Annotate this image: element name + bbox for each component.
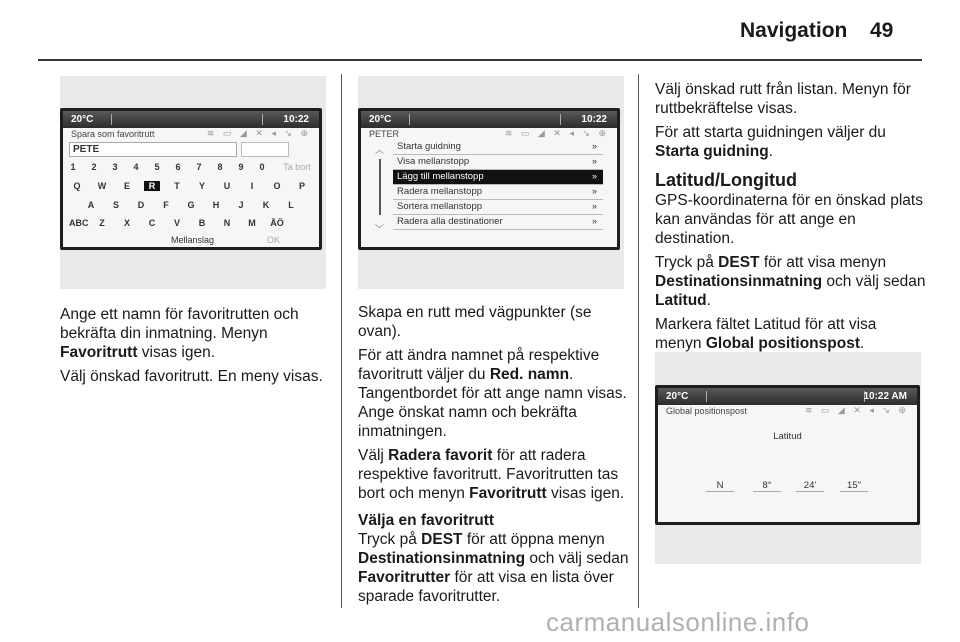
keyboard-row-z xyxy=(63,217,319,231)
screenshot-keyboard xyxy=(60,108,322,250)
status-icons: ≋ ▭ ◢ ✕ ◂ ↘ ⊕ xyxy=(206,128,311,138)
paragraph: För att starta guidningen väljer du Starta guidning. xyxy=(655,124,886,160)
paragraph: För att ändra namnet på respektive favoritrutt väljer du Red. namn. Tangentbordet för att ange namn visas. Ange önskat namn och bekräfta inmatningen. xyxy=(358,347,627,440)
keyboard-row-numbers xyxy=(63,161,319,175)
status-bar xyxy=(361,111,617,128)
paragraph: Välj önskad favoritrutt. En meny visas. xyxy=(60,368,323,385)
keyboard-key[interactable]: 8 xyxy=(217,162,223,172)
keyboard-key[interactable]: N xyxy=(223,218,231,228)
keyboard-key[interactable]: E xyxy=(123,181,130,191)
paragraph: Markera fältet Latitud för att visa menyn Global positionspost. xyxy=(655,316,877,352)
keyboard-key[interactable]: Y xyxy=(198,181,205,191)
bar-separator xyxy=(560,114,561,125)
screen-subtitle: Spara som favoritrutt xyxy=(71,129,155,139)
keyboard-key[interactable]: R xyxy=(144,181,160,191)
list-item-selected[interactable]: Lägg till mellanstopp » xyxy=(393,170,603,185)
keyboard-key[interactable]: A xyxy=(87,200,95,210)
keyboard-key[interactable]: 4 xyxy=(133,162,139,172)
temperature: 20°C xyxy=(71,114,94,125)
temperature: 20°C xyxy=(369,114,392,125)
list-item[interactable]: Sortera mellanstopp » xyxy=(393,200,603,215)
keyboard-key[interactable]: L xyxy=(288,200,294,210)
paragraph: Ange ett namn för favoritrutten och bekräfta din inmatning. Menyn Favoritrutt visas igen. xyxy=(60,306,299,361)
screen-subtitle: PETER xyxy=(369,129,400,139)
paragraph: Välj önskad rutt från listan. Menyn för ruttbekräftelse visas. xyxy=(655,81,911,117)
chevron-right-icon: » xyxy=(591,171,597,181)
latitude-label: Latitud xyxy=(773,431,802,442)
keyboard-key[interactable]: O xyxy=(273,181,281,191)
keyboard-key[interactable]: T xyxy=(174,181,180,191)
status-icons: ≋ ▭ ◢ ✕ ◂ ↘ ⊕ xyxy=(804,405,909,415)
keyboard-key[interactable]: ÅÖ xyxy=(270,218,284,228)
paragraph: Skapa en rutt med vägpunkter (se ovan). xyxy=(358,304,592,340)
page-number: 49 xyxy=(870,19,894,42)
keyboard-key[interactable]: K xyxy=(262,200,270,210)
status-bar xyxy=(63,111,319,128)
clock: 10:22 xyxy=(283,114,309,125)
keyboard-key[interactable]: P xyxy=(298,181,305,191)
latitude-hemisphere[interactable]: N xyxy=(706,480,734,492)
section-heading: Latitud/Longitud xyxy=(655,170,797,190)
latitude-minutes[interactable]: 24' xyxy=(796,480,824,492)
screenshot-route-menu xyxy=(358,108,620,250)
keyboard-key[interactable]: J xyxy=(238,200,244,210)
keyboard-key[interactable]: H xyxy=(212,200,220,210)
list-item[interactable]: Radera mellanstopp » xyxy=(393,185,603,200)
bar-separator xyxy=(409,114,410,125)
ok-key[interactable]: OK xyxy=(267,235,281,245)
keyboard-key[interactable]: M xyxy=(248,218,256,228)
column-1-text xyxy=(60,305,330,391)
keyboard-key[interactable]: Q xyxy=(73,181,81,191)
status-icons: ≋ ▭ ◢ ✕ ◂ ↘ ⊕ xyxy=(504,128,609,138)
keyboard-key[interactable]: V xyxy=(173,218,180,228)
clock: 10:22 xyxy=(581,114,607,125)
paragraph: Tryck på DEST för att öppna menyn Destinationsinmatning och välj sedan Favoritrutter för att visa en lista över sparade favoritrutter. xyxy=(358,531,629,605)
screen-subtitle-bar xyxy=(658,405,917,418)
paragraph: Tryck på DEST för att visa menyn Destinationsinmatning och välj sedan Latitud. xyxy=(655,254,926,309)
paragraph: Välj Radera favorit för att radera respektive favoritrutt. Favoritrutten tas bort och menyn Favoritrutt visas igen. xyxy=(358,447,625,502)
space-key[interactable]: Mellanslag xyxy=(171,235,215,245)
header-rule xyxy=(38,59,922,61)
keyboard-key[interactable]: 3 xyxy=(112,162,118,172)
keyboard-key[interactable]: 7 xyxy=(196,162,202,172)
keyboard-key[interactable]: 6 xyxy=(175,162,181,172)
page-title: Navigation xyxy=(740,19,848,42)
section-heading: Välja en favoritrutt xyxy=(358,512,495,529)
scroll-up-icon[interactable]: ︿ xyxy=(375,145,385,155)
screen-subtitle-bar xyxy=(63,128,319,141)
status-bar xyxy=(658,388,917,405)
chevron-right-icon: » xyxy=(591,141,597,151)
list-scrollbar[interactable] xyxy=(375,143,385,235)
column-divider-1 xyxy=(341,74,342,608)
watermark: carmanualsonline.info xyxy=(546,607,810,637)
screen-subtitle: Global positionspost xyxy=(666,406,748,416)
bar-separator xyxy=(111,114,112,125)
latitude-degrees[interactable]: 8° xyxy=(753,480,781,492)
keyboard-key[interactable]: I xyxy=(250,181,254,191)
keyboard-key[interactable]: S xyxy=(112,200,119,210)
chevron-right-icon: » xyxy=(591,216,597,226)
column-divider-2 xyxy=(638,74,639,608)
list-item[interactable]: Starta guidning » xyxy=(393,140,603,155)
list-item[interactable]: Radera alla destinationer » xyxy=(393,215,603,230)
list-item[interactable]: Visa mellanstopp » xyxy=(393,155,603,170)
keyboard-key[interactable]: 9 xyxy=(238,162,244,172)
paragraph: GPS-koordinaterna för en önskad plats kan användas för att ange en destination. xyxy=(655,192,923,247)
scroll-thumb[interactable] xyxy=(379,159,381,215)
keyboard-key[interactable]: G xyxy=(187,200,195,210)
temperature: 20°C xyxy=(666,391,689,402)
keyboard-key[interactable]: 2 xyxy=(91,162,97,172)
column-2-text xyxy=(358,303,630,611)
scroll-down-icon[interactable]: ﹀ xyxy=(375,224,385,234)
keyboard-key[interactable]: C xyxy=(148,218,156,228)
keyboard-key[interactable]: 5 xyxy=(154,162,160,172)
keyboard-key[interactable]: W xyxy=(97,181,107,191)
keyboard-row-a xyxy=(63,199,319,213)
chevron-right-icon: » xyxy=(591,201,597,211)
keyboard-key[interactable]: X xyxy=(123,218,130,228)
column-3-text xyxy=(655,80,927,358)
keyboard-row-q xyxy=(63,180,319,194)
keyboard-key[interactable]: U xyxy=(223,181,231,191)
name-input[interactable]: PETE xyxy=(69,142,237,157)
keyboard-key[interactable]: D xyxy=(137,200,145,210)
chevron-right-icon: » xyxy=(591,186,597,196)
keyboard-key[interactable]: B xyxy=(198,218,206,228)
route-menu-list xyxy=(393,140,603,230)
secondary-field xyxy=(241,142,289,157)
clock: 10:22 AM xyxy=(863,391,907,402)
keyboard-key[interactable]: Z xyxy=(99,218,105,228)
screenshot-global-position xyxy=(655,385,920,525)
latitude-seconds[interactable]: 15" xyxy=(840,480,868,492)
delete-key[interactable]: Ta bort xyxy=(283,162,311,172)
bar-separator xyxy=(706,391,707,402)
keyboard-key[interactable]: ABC xyxy=(69,218,89,228)
keyboard-key[interactable]: 0 xyxy=(259,162,265,172)
bar-separator xyxy=(262,114,263,125)
keyboard-key[interactable]: F xyxy=(163,200,169,210)
keyboard-key[interactable]: 1 xyxy=(70,162,76,172)
chevron-right-icon: » xyxy=(591,156,597,166)
